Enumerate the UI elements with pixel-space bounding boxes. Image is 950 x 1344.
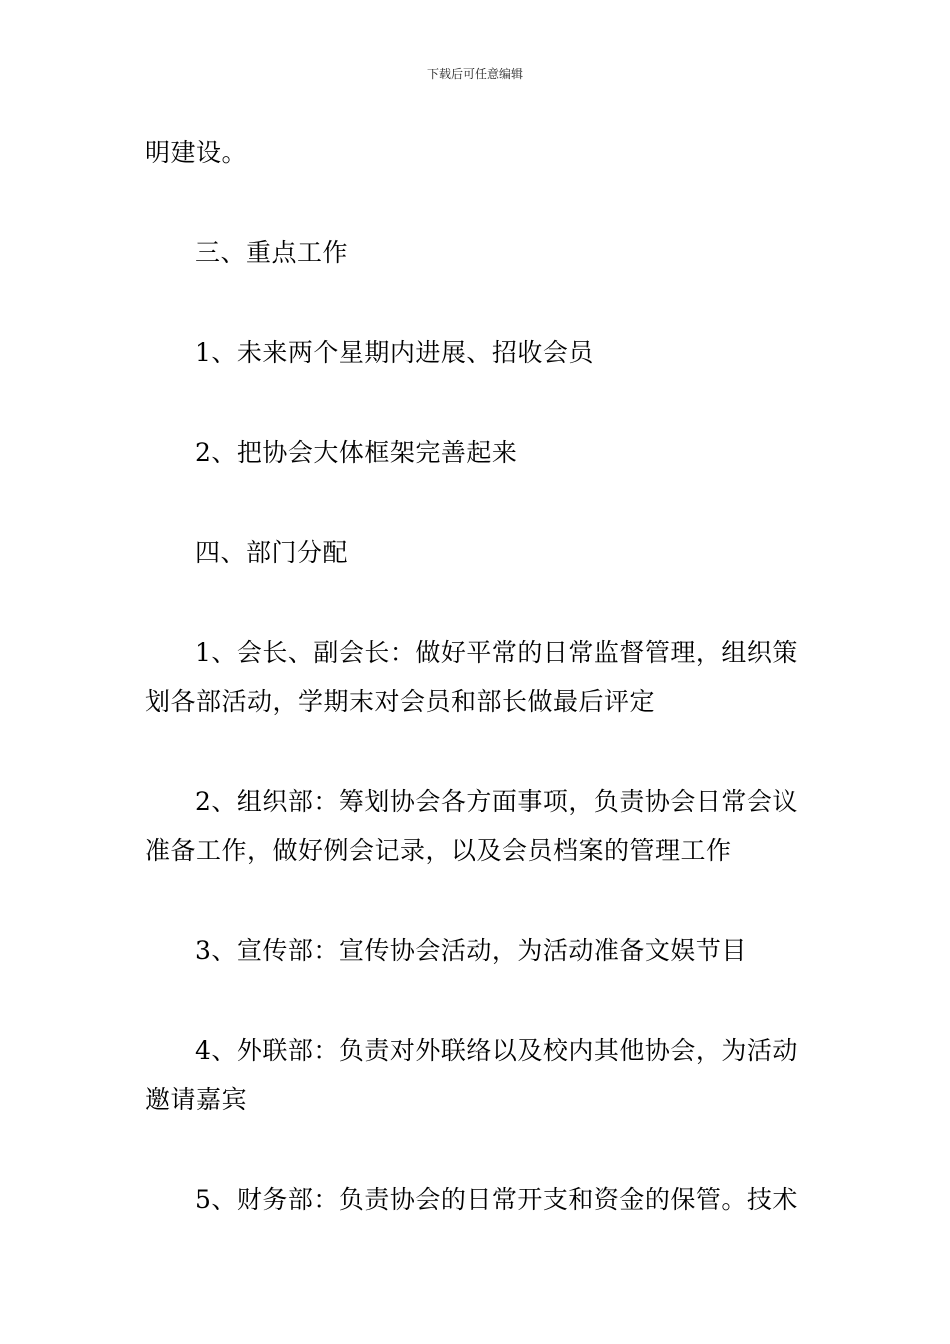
section-heading-departments: 四、部门分配 bbox=[195, 538, 349, 567]
key-work-item-2: 2、把协会大体框架完善起来 bbox=[195, 438, 518, 467]
department-item-2: 2、组织部：筹划协会各方面事项，负责协会日常会议准备工作，做好例会记录，以及会员档案的管理工作 bbox=[145, 787, 798, 865]
department-item-1: 1、会长、副会长：做好平常的日常监督管理，组织策划各部活动，学期末对会员和部长做最后评定 bbox=[145, 638, 798, 716]
department-item-3: 3、宣传部：宣传协会活动，为活动准备文娱节目 bbox=[195, 936, 747, 965]
page-header: 下载后可任意编辑 bbox=[426, 67, 523, 81]
department-item-5: 5、财务部：负责协会的日常开支和资金的保管。技术 bbox=[195, 1185, 798, 1214]
paragraph-continuation: 明建设。 bbox=[145, 138, 248, 167]
document-body bbox=[145, 128, 810, 1224]
section-heading-key-work: 三、重点工作 bbox=[195, 238, 349, 267]
key-work-item-1: 1、未来两个星期内进展、招收会员 bbox=[195, 338, 594, 367]
department-item-4: 4、外联部：负责对外联络以及校内其他协会，为活动邀请嘉宾 bbox=[145, 1036, 798, 1114]
